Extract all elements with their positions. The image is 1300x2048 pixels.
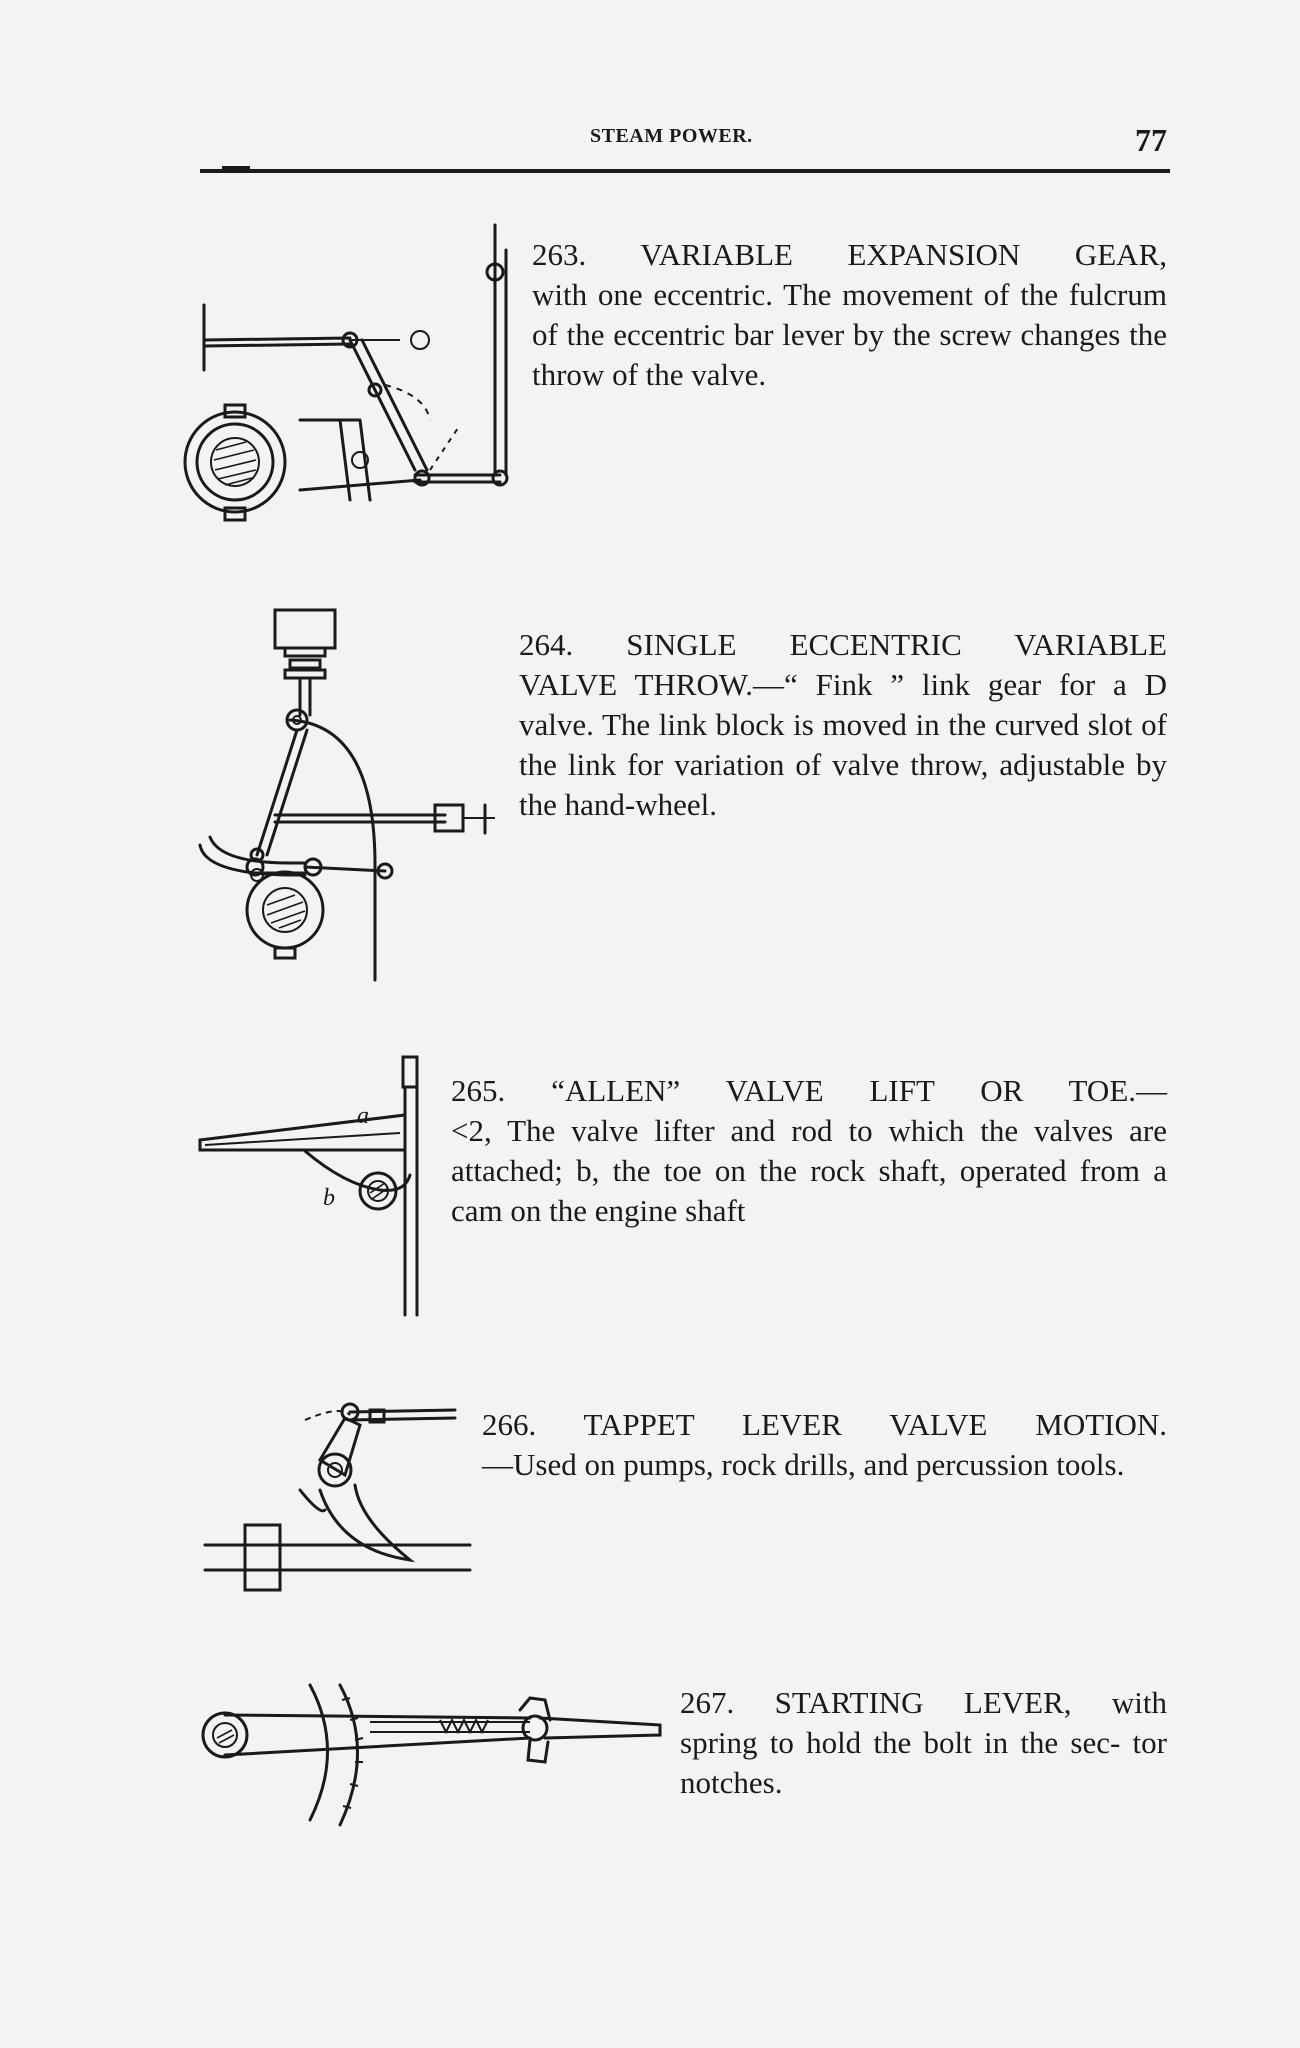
- entry-263-body: with one eccentric. The movement of the fulcrum of the eccentric bar lever by the screw changes the throw of the valve.: [532, 277, 1167, 392]
- entry-264-text: [519, 625, 1167, 825]
- entry-267-body: spring to hold the bolt in the sec- tor notches.: [680, 1725, 1167, 1800]
- entry-265-text: [451, 1071, 1167, 1231]
- entry-265-body: <2, The valve lifter and rod to which the valves are attached; b, the toe on the rock shaft, operated from a cam on the engine shaft: [451, 1113, 1167, 1228]
- figure-266-tappet-lever: [200, 1400, 470, 1600]
- entry-263-lead: 263. VARIABLE EXPANSION GEAR,: [532, 237, 1167, 272]
- entry-266-body: —Used on pumps, rock drills, and percussion tools.: [482, 1447, 1125, 1482]
- entry-263-text: [532, 235, 1167, 395]
- header-rule: [200, 169, 1170, 173]
- page-number: 77: [1135, 122, 1167, 158]
- entry-267-text: [680, 1683, 1167, 1803]
- entry-266-lead: 266. TAPPET LEVER VALVE MOTION.: [482, 1407, 1167, 1442]
- running-head-title: STEAM POWER.: [590, 125, 753, 147]
- entry-265-lead: 265. “ALLEN” VALVE LIFT OR TOE.—: [451, 1073, 1167, 1108]
- figure-267-starting-lever: [200, 1680, 660, 1830]
- figure-265-label-b: b: [323, 1185, 335, 1211]
- entry-266-text: [482, 1405, 1167, 1485]
- entry-264-lead: 264. SINGLE ECCENTRIC VARIABLE: [519, 627, 1167, 662]
- figure-264-fink-link-gear: [195, 605, 505, 985]
- figure-265-allen-valve-toe: [195, 1055, 445, 1320]
- entry-267-lead: 267. STARTING LEVER, with: [680, 1685, 1167, 1720]
- entry-264-body: VALVE THROW.—“ Fink ” link gear for a D valve. The link block is moved in the curved slot of the link for variation of valve throw, adjustable by the hand-wheel.: [519, 667, 1167, 822]
- figure-263-variable-expansion-gear: [190, 220, 530, 550]
- figure-265-label-a: a: [357, 1103, 369, 1129]
